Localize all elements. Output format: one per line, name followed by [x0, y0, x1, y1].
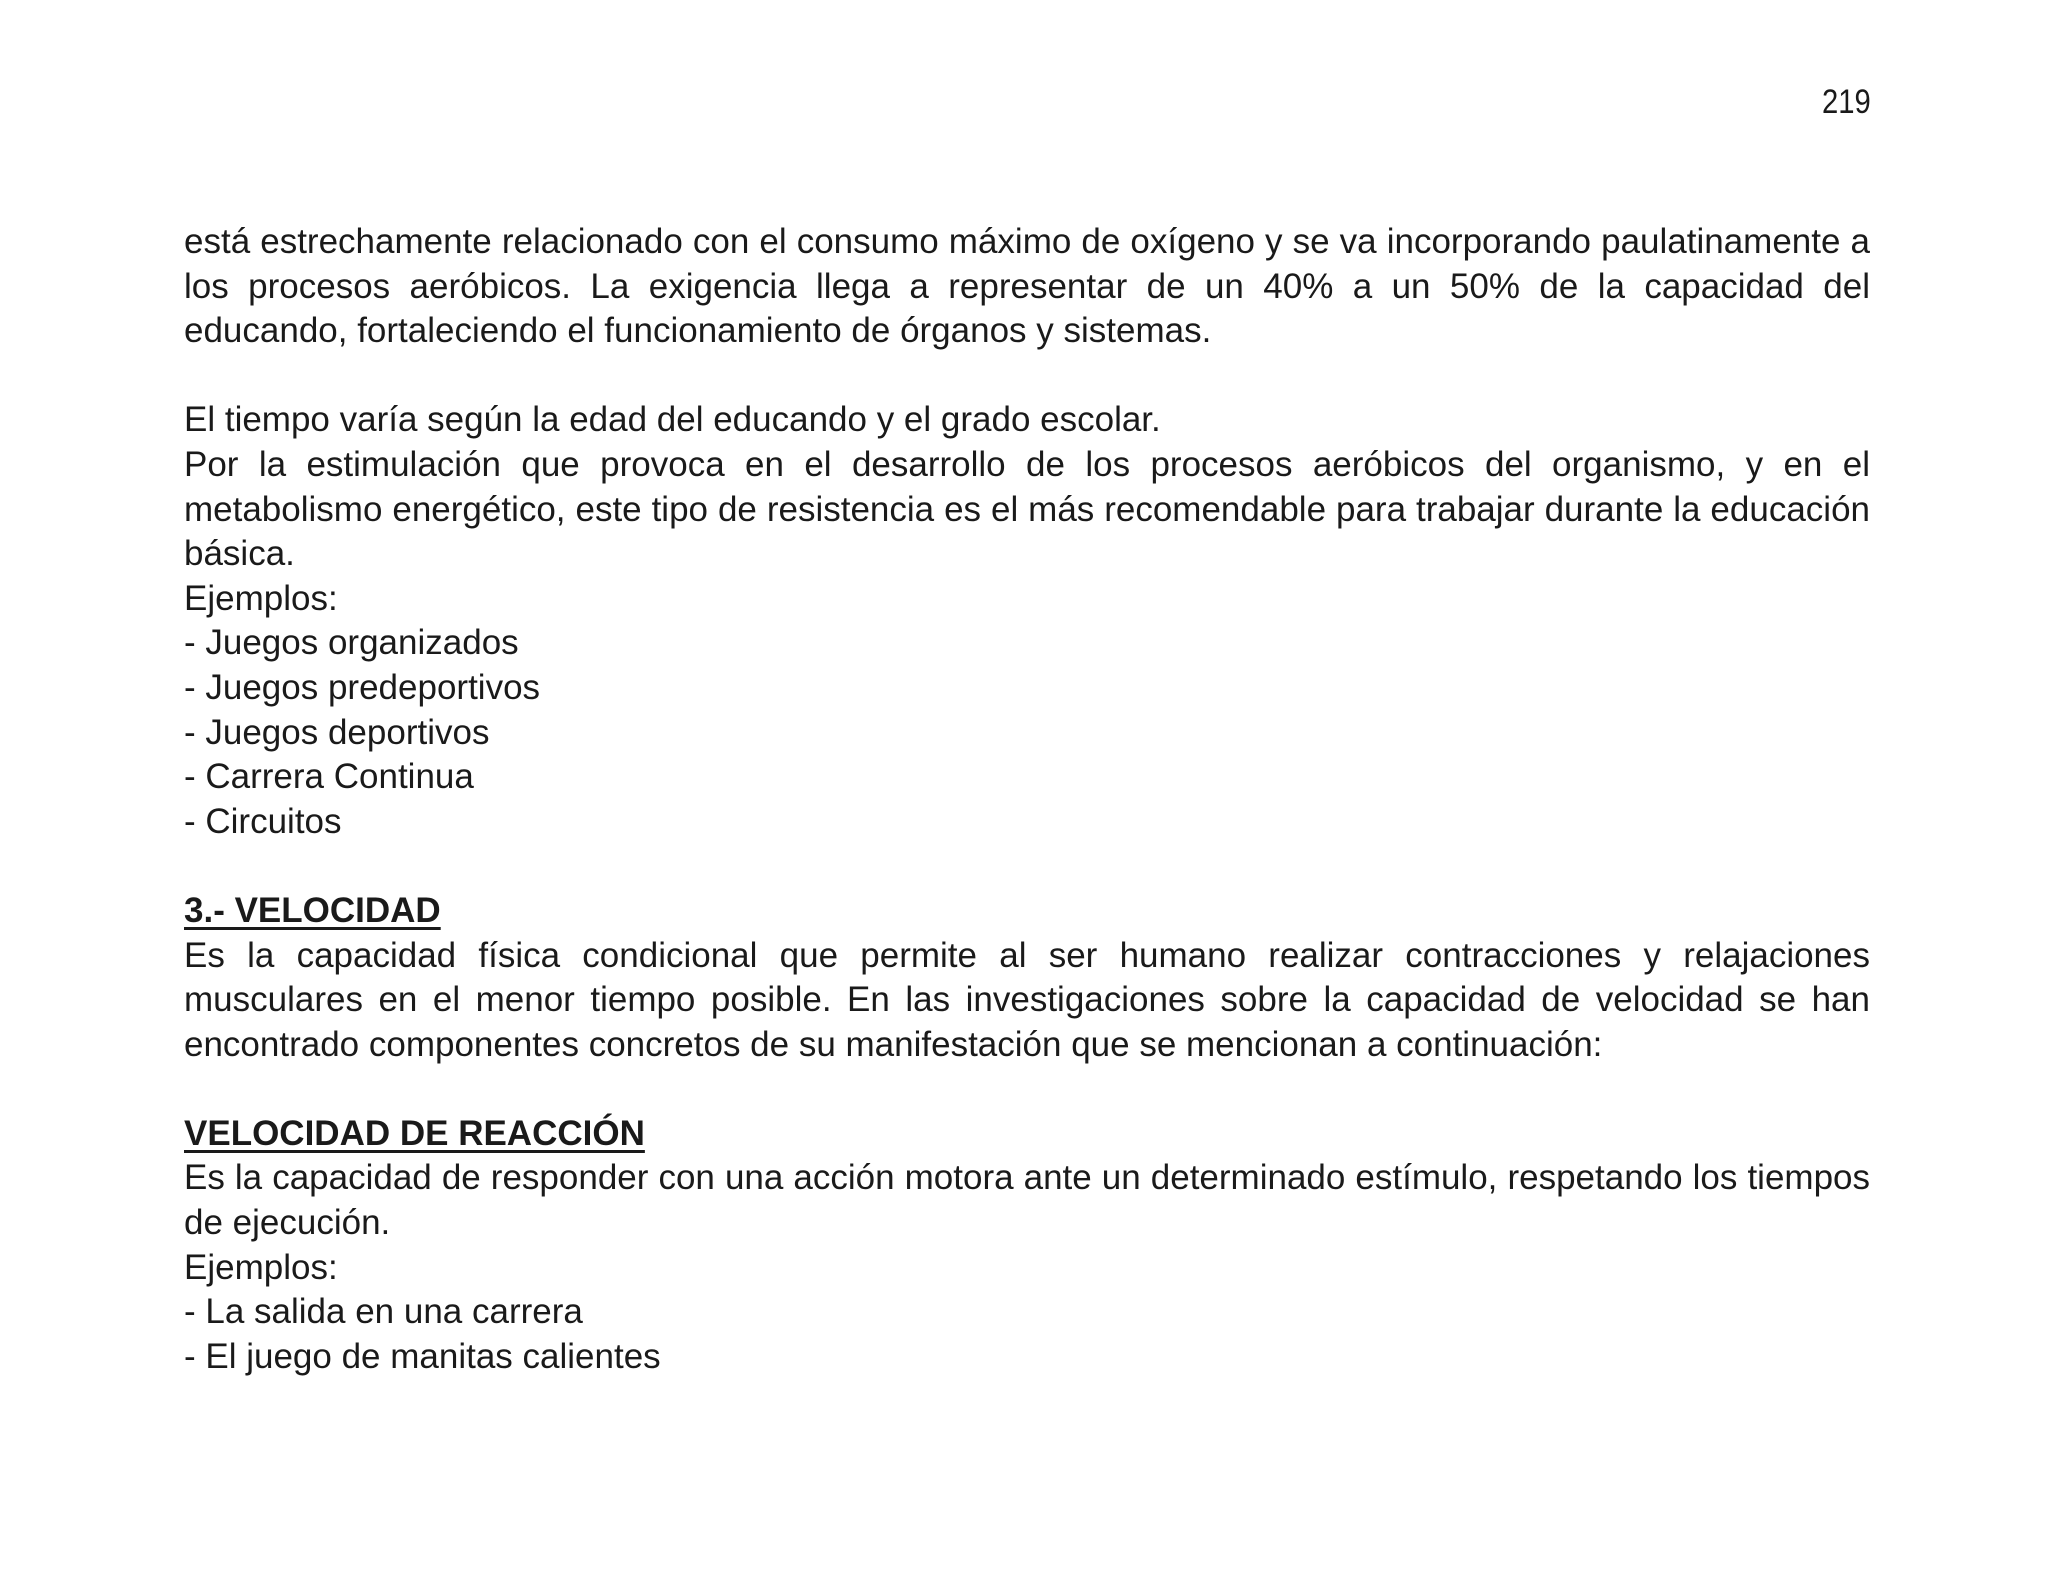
examples-label: Ejemplos: — [184, 1247, 338, 1287]
paragraph-velocidad-definicion: Es la capacidad física condicional que permite al ser humano realizar contracciones y relajaciones musculares en el menor tiempo posible. En las investigaciones sobre la capacidad de velocidad se han encontrado componentes concretos de su manifestación que se mencionan a continuación: — [184, 935, 1870, 1064]
examples-list-resistencia — [184, 621, 1870, 844]
paragraph-tiempo: El tiempo varía según la edad del educando y el grado escolar. — [184, 400, 1161, 440]
list-item: - Carrera Continua — [184, 757, 474, 797]
paragraph-resistencia-aerobica: está estrechamente relacionado con el consumo máximo de oxígeno y se va incorporando paulatinamente a los procesos aeróbicos. La exigencia llega a representar de un 40% a un 50% de la capacidad del educando, fortaleciendo el funcionamiento de órganos y sistemas. — [184, 222, 1870, 351]
paragraph-reaccion-definicion: Es la capacidad de responder con una acción motora ante un determinado estímulo, respetando los tiempos de ejecución. — [184, 1158, 1870, 1243]
list-item: - Circuitos — [184, 801, 342, 841]
paragraph-spacer — [184, 354, 1870, 399]
list-item: - Juegos organizados — [184, 623, 519, 663]
list-item: - Juegos predeportivos — [184, 667, 541, 707]
examples-label: Ejemplos: — [184, 578, 338, 618]
examples-list-reaccion — [184, 1290, 1870, 1379]
section-heading-velocidad-reaccion: VELOCIDAD DE REACCIÓN — [184, 1113, 645, 1153]
page-number: 219 — [1822, 83, 1871, 121]
page-body — [184, 220, 1870, 1379]
paragraph-spacer — [184, 1067, 1870, 1112]
list-item: - El juego de manitas calientes — [184, 1336, 661, 1376]
list-item: - Juegos deportivos — [184, 712, 490, 752]
section-heading-velocidad: 3.- VELOCIDAD — [184, 890, 441, 930]
paragraph-estimulacion: Por la estimulación que provoca en el desarrollo de los procesos aeróbicos del organismo, y en el metabolismo energético, este tipo de resistencia es el más recomendable para trabajar durante la educación básica. — [184, 444, 1870, 574]
paragraph-spacer — [184, 844, 1870, 889]
list-item: - La salida en una carrera — [184, 1292, 583, 1332]
